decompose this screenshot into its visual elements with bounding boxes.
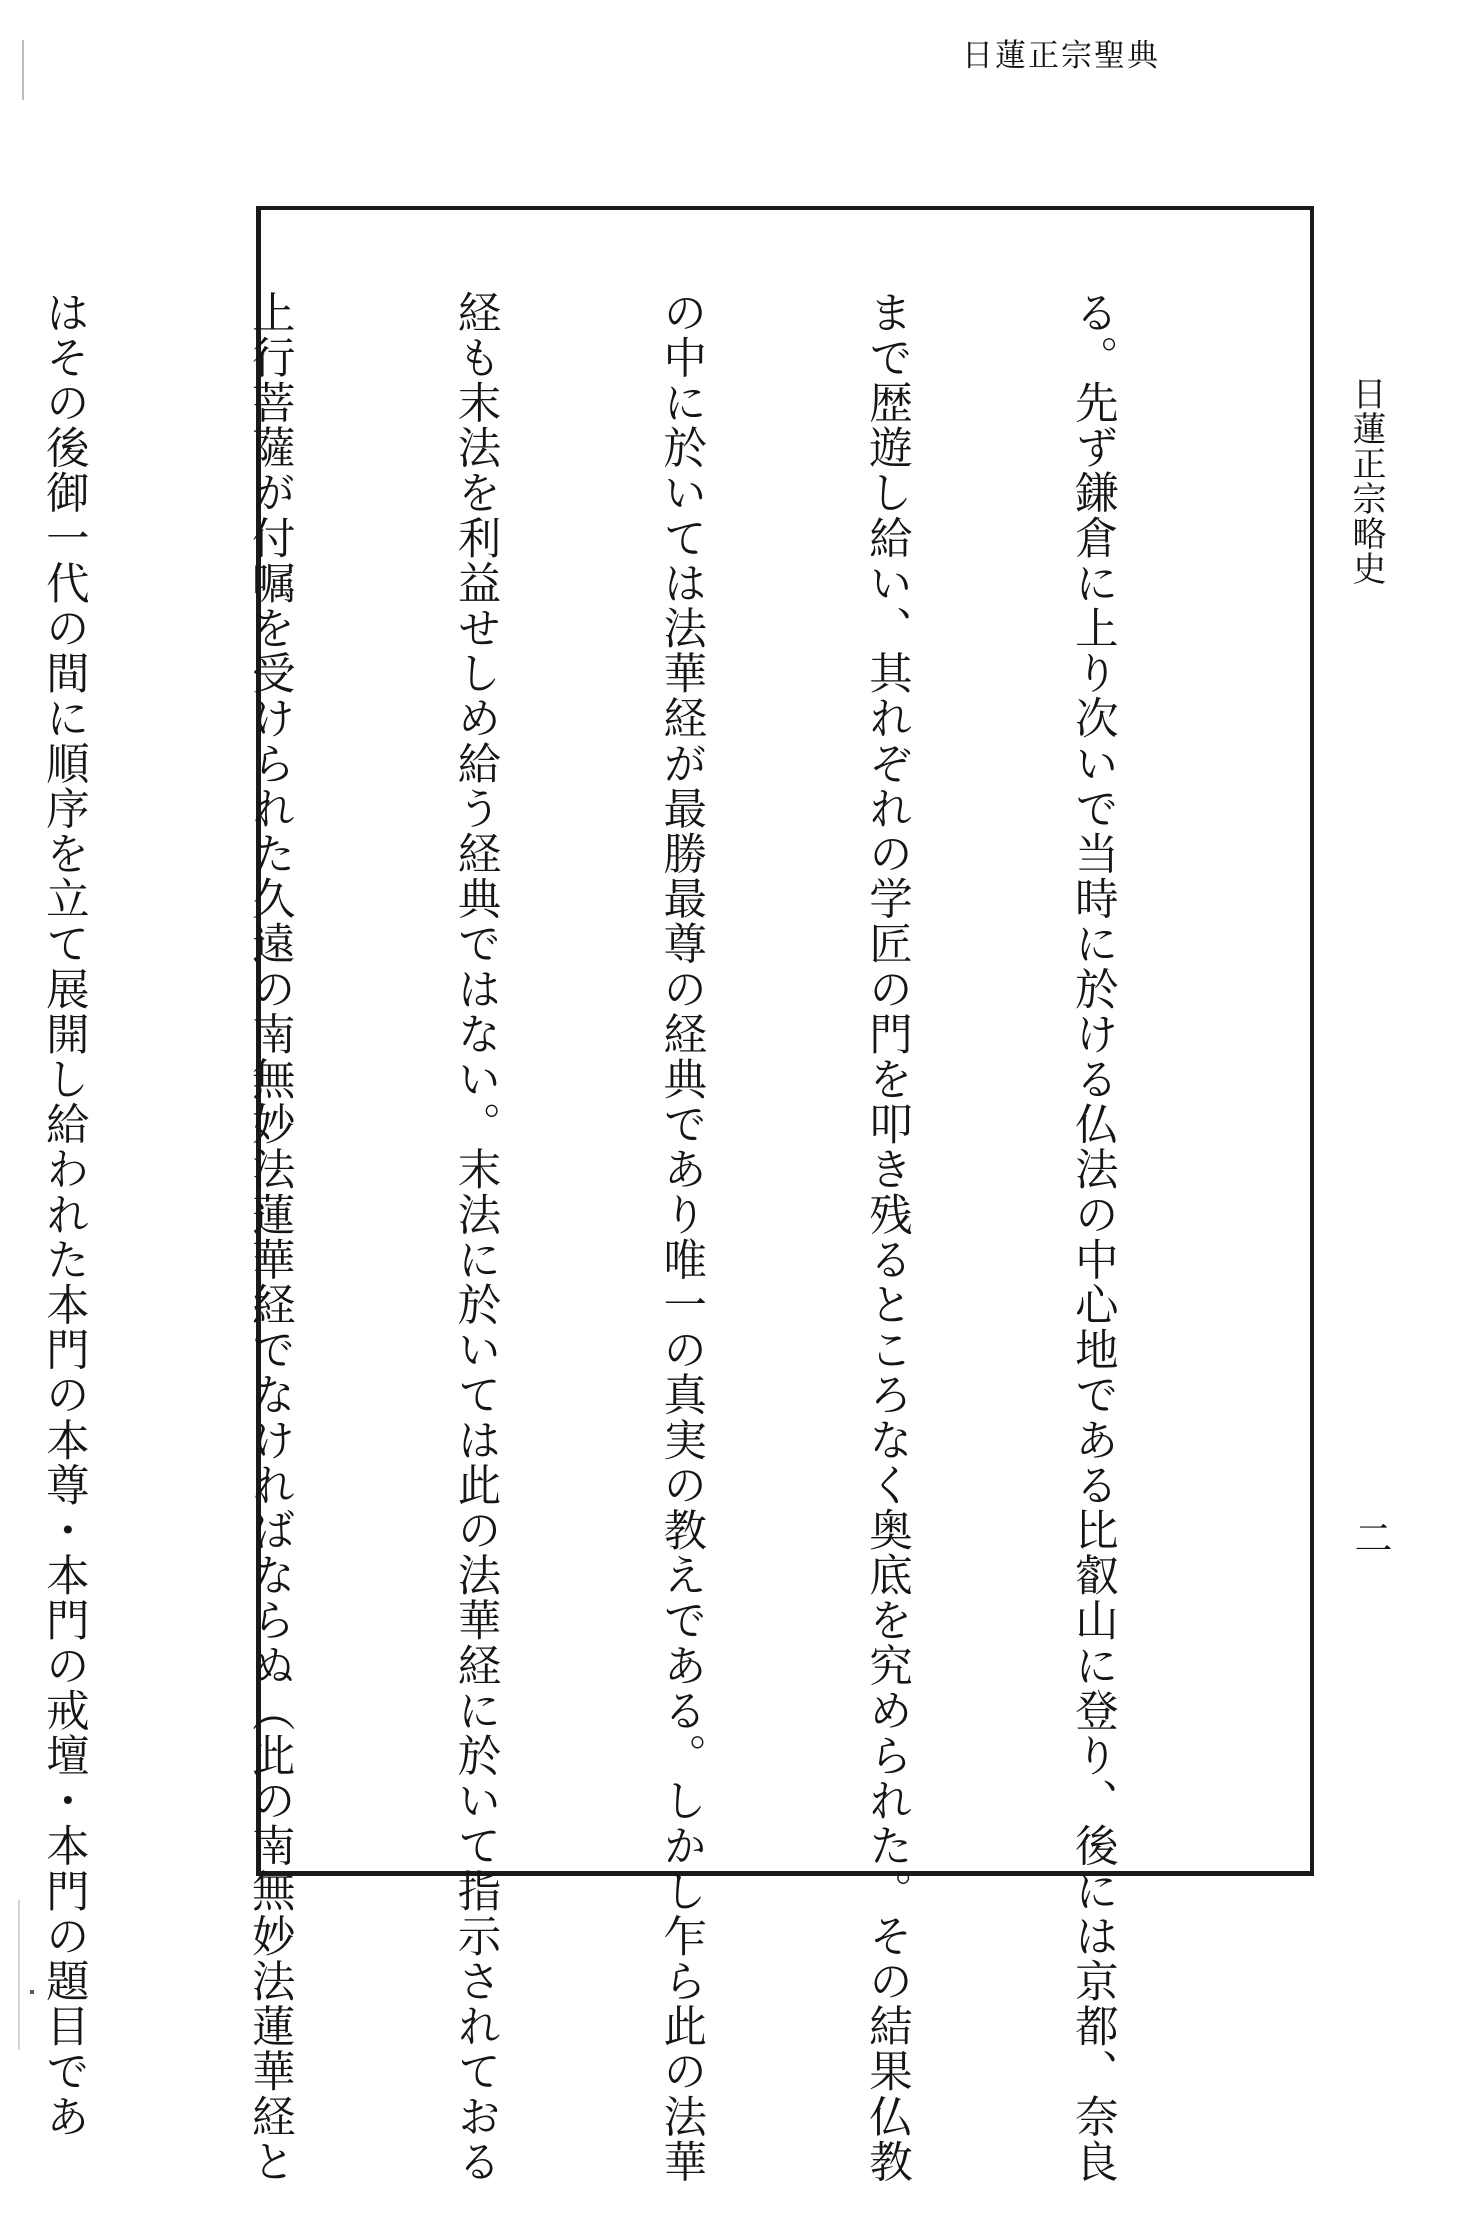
text-column: 経も末法を利益せしめ給う経典ではない。末法に於いては此の法華経に於いて指示されておる bbox=[450, 290, 501, 2185]
text-column: る。先ず鎌倉に上り次いで当時に於ける仏法の中心地である比叡山に登り、後には京都、奈良 bbox=[1067, 290, 1118, 2185]
scan-margin-mark bbox=[22, 40, 24, 100]
scan-margin-mark bbox=[30, 1990, 34, 1994]
book-title: 日蓮正宗聖典 bbox=[962, 38, 1160, 74]
section-title: 日蓮正宗略史 bbox=[1346, 376, 1386, 586]
body-text bbox=[0, 290, 1264, 2185]
text-column: まで歴遊し給い、其れぞれの学匠の門を叩き残るところなく奥底を究められた。その結果仏教 bbox=[862, 290, 913, 2185]
text-column: はその後御一代の間に順序を立て展開し給われた本門の本尊・本門の戒壇・本門の題目であ bbox=[38, 290, 89, 2140]
text-column: 上行菩薩が付嘱を受けられた久遠の南無妙法蓮華経でなければならぬ（此の南無妙法蓮華経と bbox=[244, 290, 295, 2185]
scan-margin-mark bbox=[18, 1900, 20, 2050]
text-column: の中に於いては法華経が最勝最尊の経典であり唯一の真実の教えである。しかし乍ら此の法華 bbox=[656, 290, 707, 2185]
page-number: 二 bbox=[1348, 1518, 1392, 1556]
